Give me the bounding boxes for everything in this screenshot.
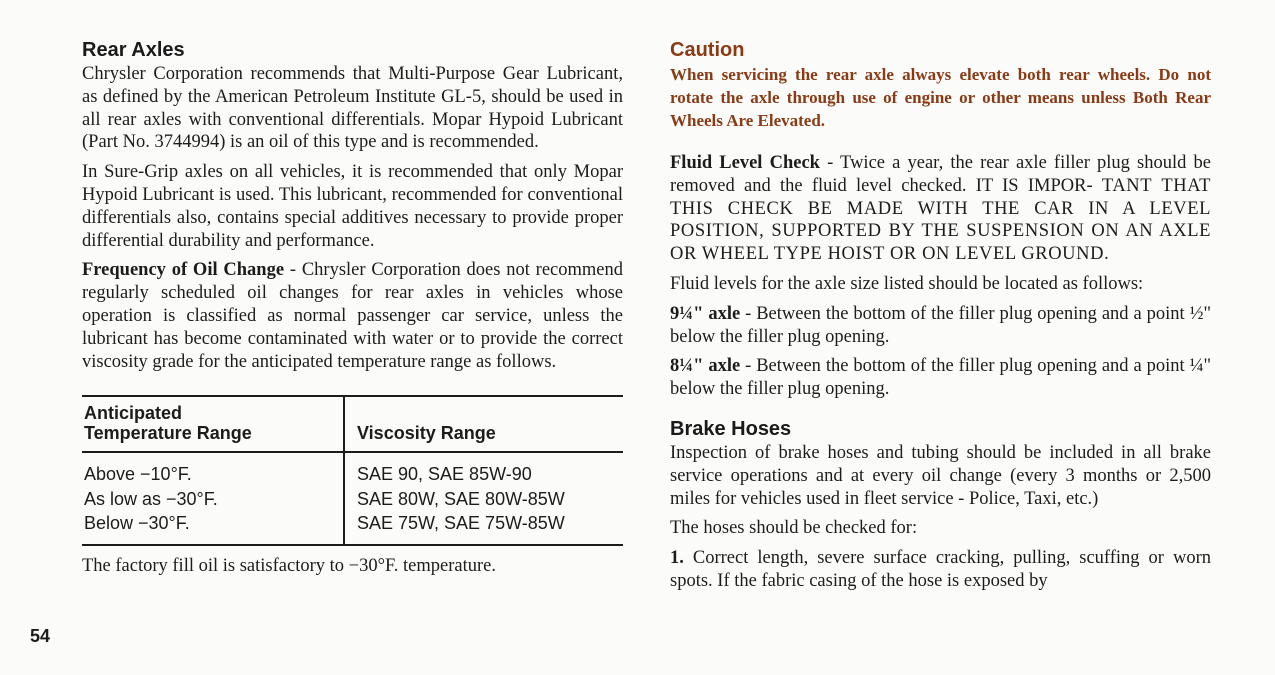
axle-8-label: 8¼" axle — [670, 356, 741, 377]
axle-9-label: 9¼" axle — [670, 303, 741, 324]
brake-hoses-para1: Inspection of brake hoses and tubing should be included in all brake service operations and at every oil change (every 3 months or 2,500 miles for vehicles used in fleet service - Police, Taxi, etc.) — [670, 442, 1211, 509]
table-row — [82, 452, 623, 486]
viscosity-cell: SAE 75W, SAE 75W-85W — [344, 510, 623, 545]
item1-number: 1. — [670, 548, 684, 569]
table-row — [82, 486, 623, 511]
caution-text: When servicing the rear axle always elevate both rear wheels. Do not rotate the axle through use of engine or other means unless Both Rear Wheels Are Elevated. — [670, 65, 1211, 130]
axle-9-paragraph — [670, 303, 1211, 349]
frequency-paragraph — [82, 259, 623, 373]
fluid-level-text: - Twice a year, the rear axle filler plug should be removed and the fluid level checked. IT IS IMPOR- — [670, 153, 1211, 196]
frequency-label: Frequency of Oil Change — [82, 260, 285, 281]
table-header-row — [82, 396, 623, 452]
axle-8-text: - Between the bottom of the filler plug opening and a point ¼" below the filler plug opening. — [670, 356, 1211, 400]
brake-hoses-item1 — [670, 547, 1211, 593]
brake-hoses-para2: The hoses should be checked for: — [670, 518, 918, 539]
axle-8-paragraph — [670, 355, 1211, 401]
rear-axles-para1: Chrysler Corporation recommends that Multi-Purpose Gear Lubricant, as defined by the American Petroleum Institute GL-5, should be used in all rear axles with conventional differentials. Mopar Hypoid Lubricant (Part No. 3744994) is an oil of this type and is recommended. — [82, 64, 623, 153]
header-viscosity-range: Viscosity Range — [344, 396, 623, 452]
caution-heading: Caution — [670, 39, 745, 61]
viscosity-cell: SAE 90, SAE 85W-90 — [357, 464, 532, 485]
axle-9-text: - Between the bottom of the filler plug opening and a point ½" below the filler plug opening. — [670, 303, 1211, 347]
fluid-level-label: Fluid Level Check — [670, 153, 820, 173]
item1-text: Correct length, severe surface cracking, pulling, scuffing or worn spots. If the fabric casing of the hose is exposed by — [670, 548, 1211, 591]
fluid-level-paragraph — [670, 152, 1211, 266]
viscosity-table — [82, 395, 623, 546]
right-column — [670, 38, 1211, 600]
table-row — [82, 510, 623, 545]
brake-hoses-heading: Brake Hoses — [670, 417, 792, 440]
temp-cell: Below −30°F. — [82, 510, 344, 545]
viscosity-cell: SAE 80W, SAE 80W-85W — [357, 488, 565, 509]
left-column — [82, 38, 623, 585]
page-number: 54 — [30, 626, 51, 646]
temp-cell: As low as −30°F. — [82, 486, 344, 511]
table-footnote: The factory fill oil is satisfactory to −30°F. temperature. — [82, 555, 496, 576]
rear-axles-heading: Rear Axles — [82, 39, 185, 61]
header-temperature-range: Anticipated Temperature Range — [82, 396, 344, 452]
temp-cell: Above −10°F. — [82, 452, 344, 486]
frequency-text: - Chrysler Corporation does not recommend regularly scheduled oil changes for rear axles in vehicles whose operation is classified as normal passenger car service, unless the lubricant has become contaminated with water or to provide the correct viscosity grade for the anticipated temperature range as follows. — [82, 260, 623, 372]
fluid-levels-intro: Fluid levels for the axle size listed should be located as follows: — [670, 273, 1144, 294]
rear-axles-para2: In Sure-Grip axles on all vehicles, it is recommended that only Mopar Hypoid Lubricant is used. This lubricant, recommended for conventional differentials also, contains special additives necessary to provide proper differential durability and performance. — [82, 162, 623, 251]
fluid-level-caps: TANT THAT THIS CHECK BE MADE WITH THE CAR IN A LEVEL POSITION, SUPPORTED BY THE SUSPENSION ON AN AXLE OR WHEEL TYPE HOIST OR ON LEVEL GROUND. — [670, 175, 1212, 265]
